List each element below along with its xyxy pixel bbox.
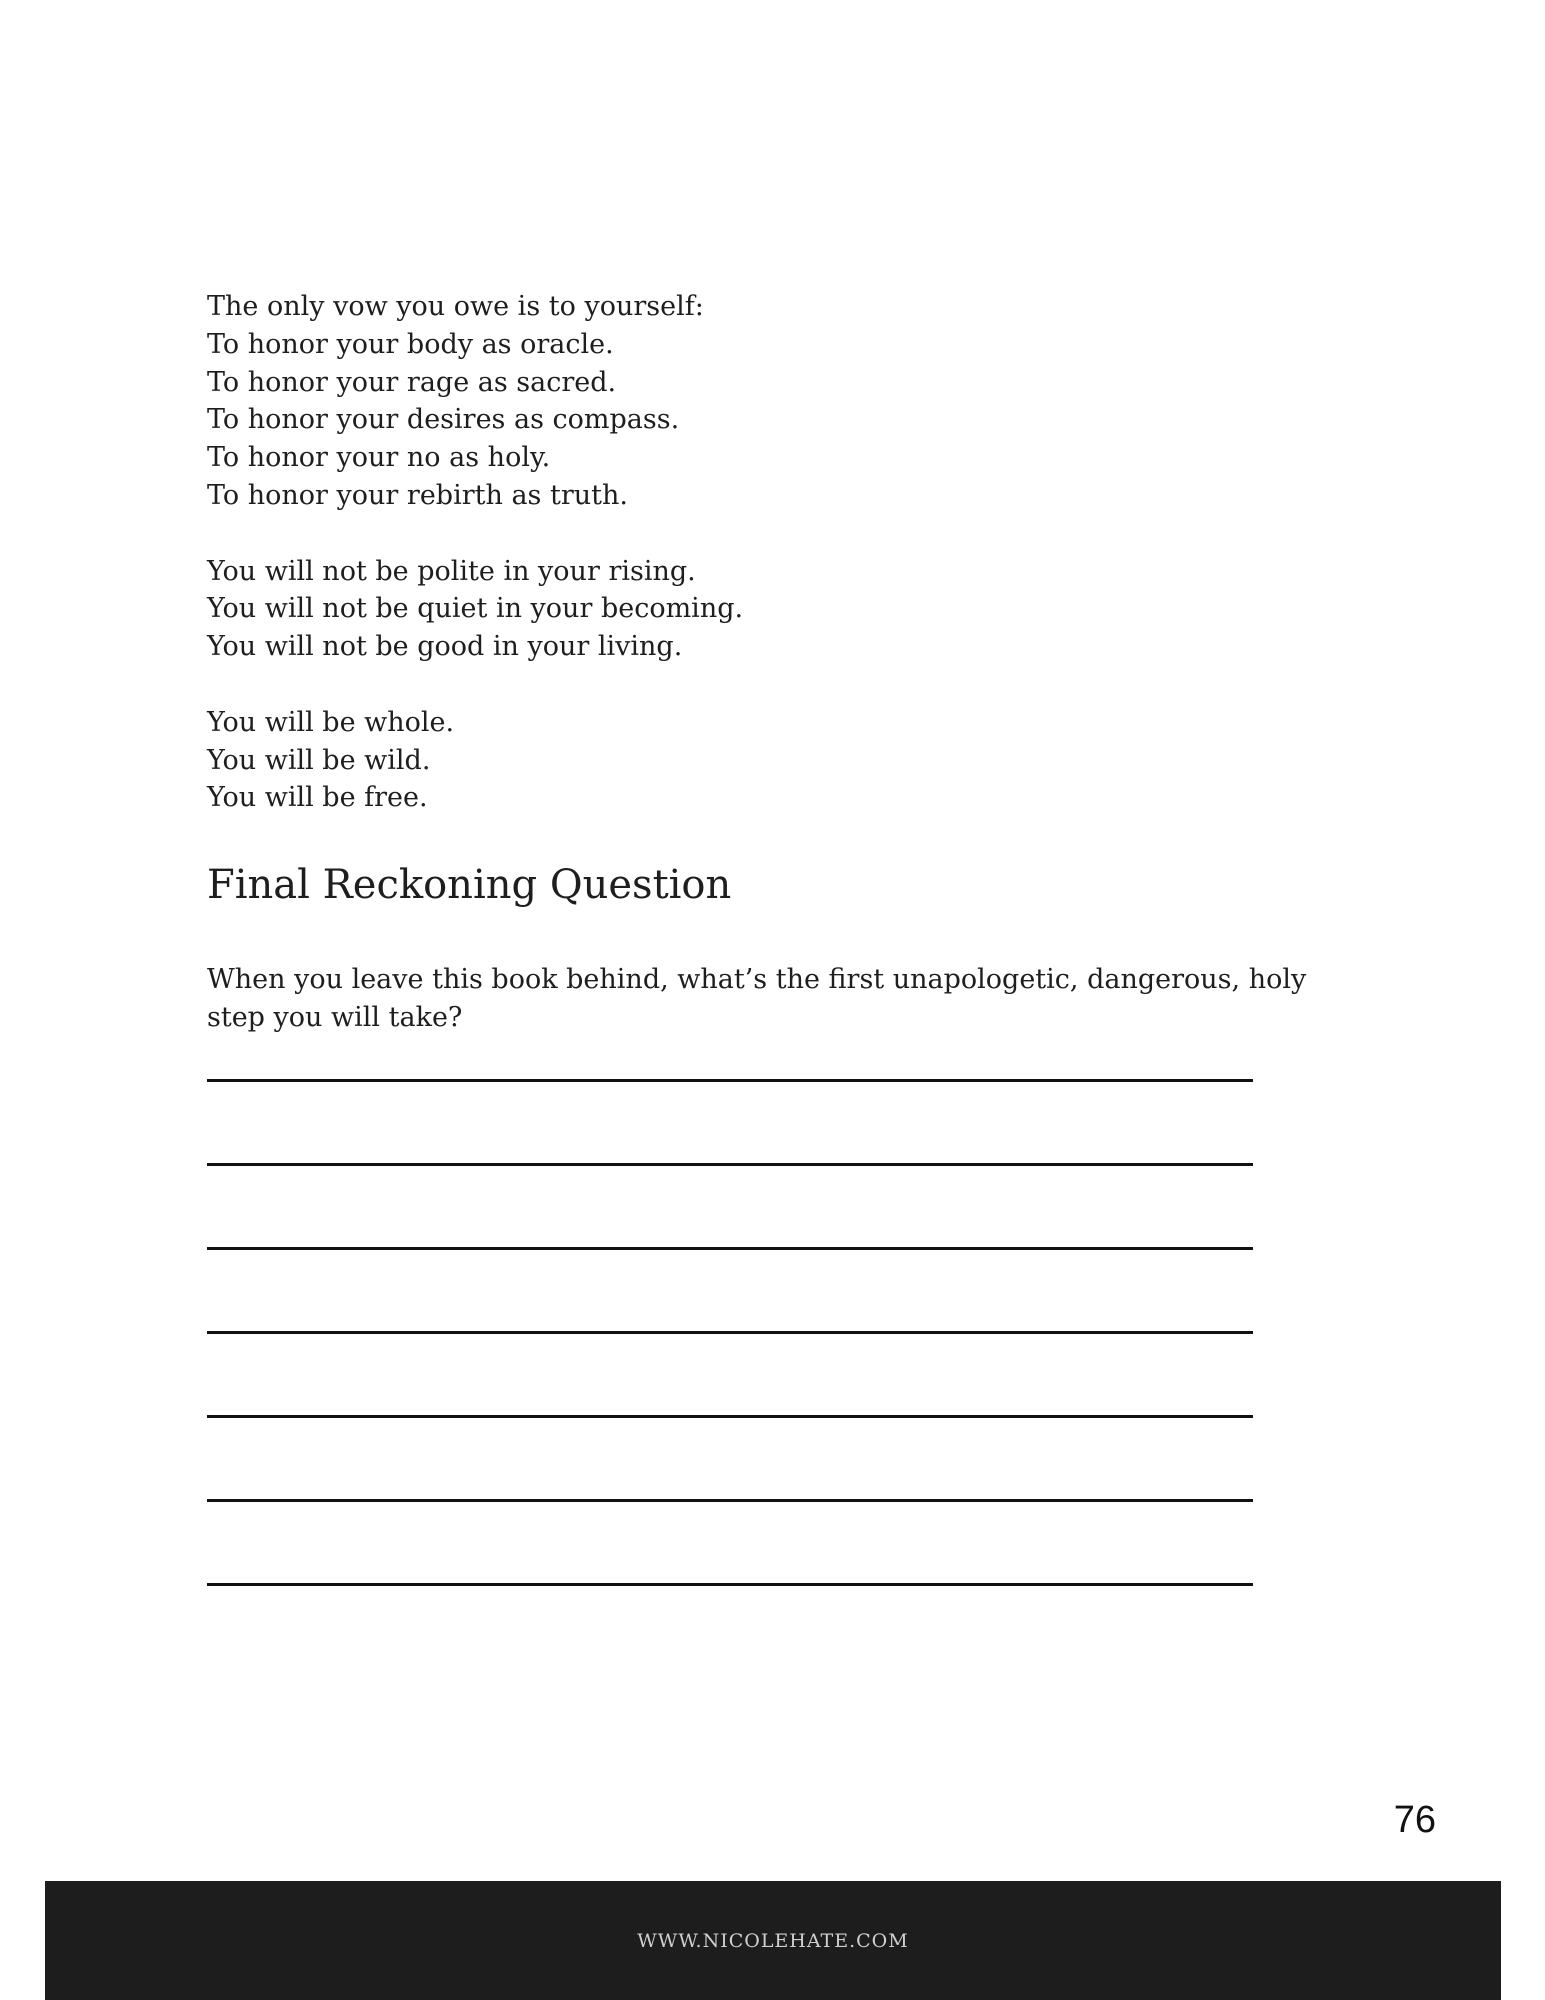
stanza-line: You will not be polite in your rising. xyxy=(207,555,696,587)
stanza-line: To honor your body as oracle. xyxy=(207,328,614,360)
reflection-prompt: When you leave this book behind, what’s the first unapologetic, dangerous, holy step you will take? xyxy=(207,964,1307,1033)
section-heading: Final Reckoning Question xyxy=(207,862,732,909)
writing-line xyxy=(207,1499,1253,1502)
page-content xyxy=(207,288,1357,1037)
stanza-line: You will be wild. xyxy=(207,744,431,776)
stanza-line: You will be whole. xyxy=(207,706,455,738)
stanza-line: To honor your rage as sacred. xyxy=(207,366,617,398)
writing-line xyxy=(207,1163,1253,1166)
writing-line xyxy=(207,1331,1253,1334)
vow-stanza xyxy=(207,288,1357,515)
writing-line xyxy=(207,1583,1253,1586)
stanza-line: You will be free. xyxy=(207,782,428,814)
be-stanza xyxy=(207,704,1357,817)
writing-line xyxy=(207,1247,1253,1250)
stanza-line: You will not be quiet in your becoming. xyxy=(207,593,744,625)
stanza-line: The only vow you owe is to yourself: xyxy=(207,291,704,322)
not-stanza xyxy=(207,553,1357,666)
stanza-line: To honor your desires as compass. xyxy=(207,404,680,436)
stanza-line: To honor your rebirth as truth. xyxy=(207,479,628,511)
stanza-line: To honor your no as holy. xyxy=(207,442,551,474)
footer-url[interactable]: WWW.NICOLEHATE.COM xyxy=(637,1929,909,1952)
writing-line xyxy=(207,1079,1253,1082)
stanza-line: You will not be good in your living. xyxy=(207,631,683,663)
writing-line xyxy=(207,1415,1253,1418)
answer-lines xyxy=(207,1079,1253,1667)
footer-bar xyxy=(45,1881,1501,2000)
page-number: 76 xyxy=(1393,1799,1436,1841)
